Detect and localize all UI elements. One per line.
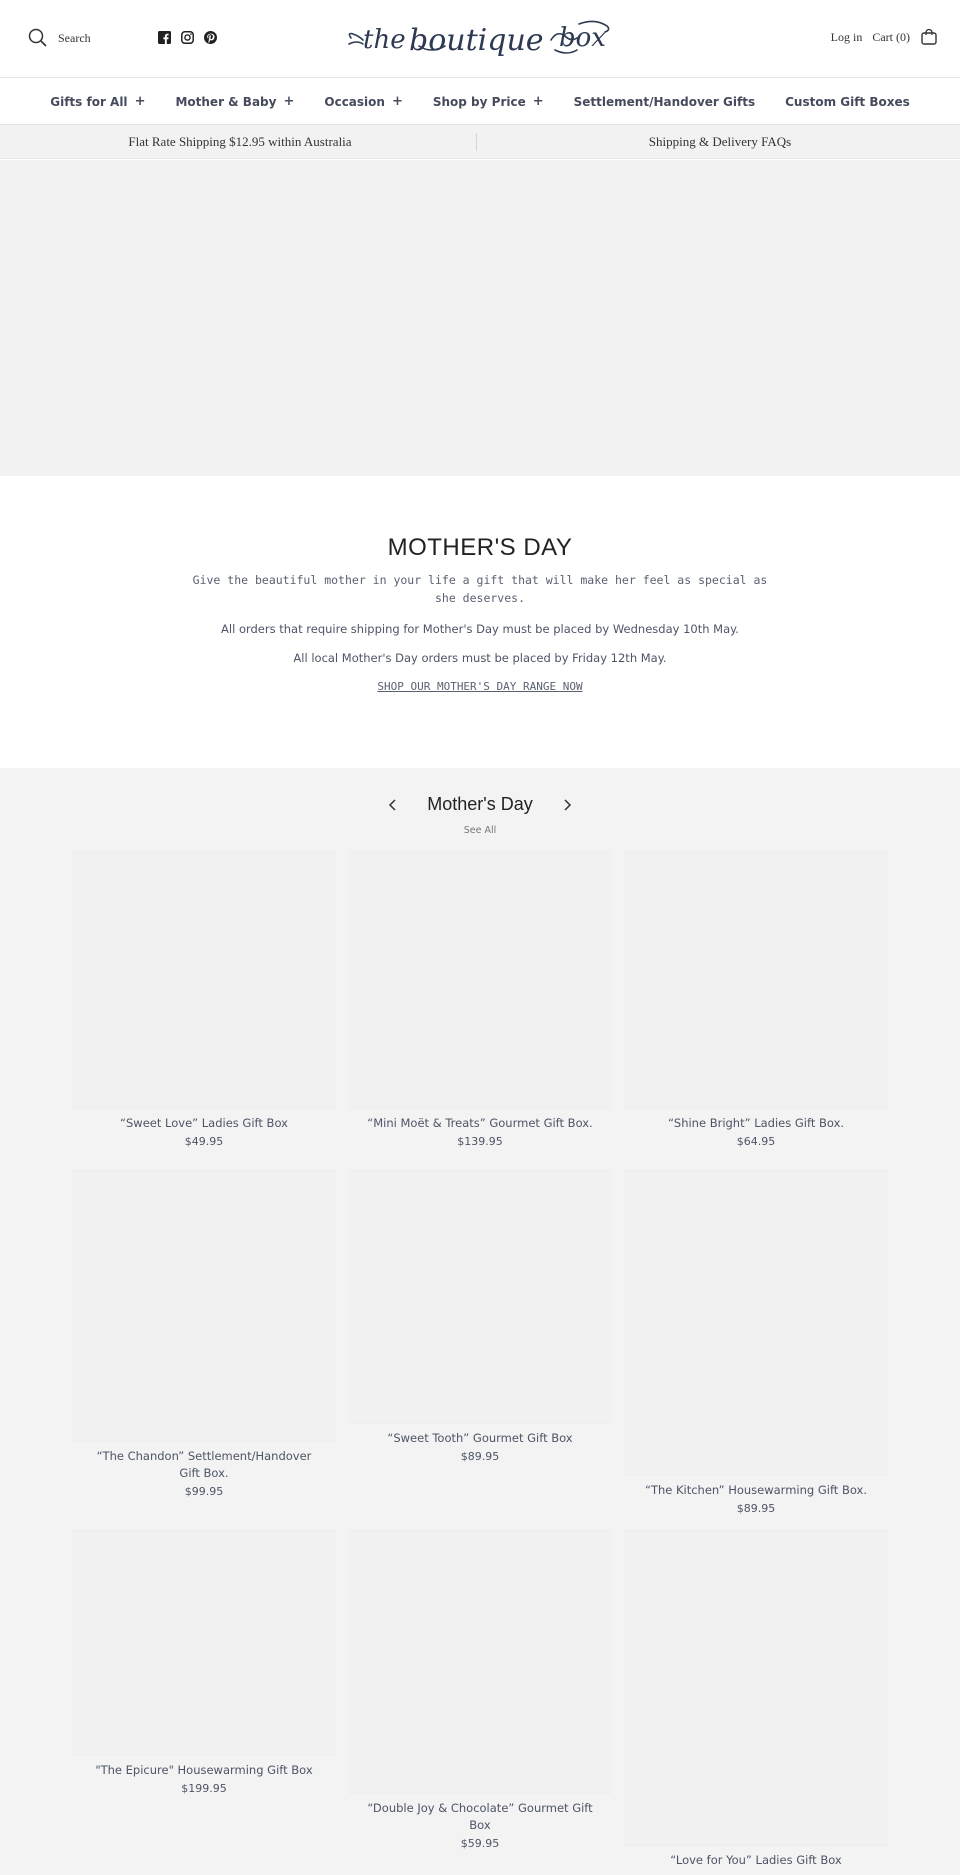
plus-icon: + (134, 94, 146, 109)
facebook-icon[interactable] (158, 31, 171, 44)
cart-link[interactable]: Cart (0) (872, 29, 910, 44)
product-price: $89.95 (460, 1450, 500, 1463)
promo-subtitle: Give the beautiful mother in your life a gift that will make her feel as special as she deserves. (192, 573, 768, 605)
search-icon (28, 28, 48, 48)
svg-text:boutique: boutique (409, 23, 544, 58)
announcement-divider (476, 133, 477, 151)
logo-text: the (363, 25, 406, 55)
nav-item-mother-and-baby[interactable] (175, 94, 294, 109)
shipping-faq-link[interactable]: Shipping & Delivery FAQs (648, 133, 792, 149)
shop-range-link[interactable]: SHOP OUR MOTHER'S DAY RANGE NOW (377, 680, 583, 693)
cart-icon[interactable] (920, 28, 938, 46)
svg-text:box: box (559, 23, 606, 53)
product-title[interactable]: “Sweet Love” Ladies Gift Box (120, 1116, 288, 1130)
product-title[interactable]: “Mini Moët & Treats” Gourmet Gift Box. (367, 1116, 593, 1130)
mothers-day-promo (0, 476, 960, 768)
product-image[interactable] (349, 1530, 611, 1794)
instagram-icon[interactable] (181, 31, 194, 44)
product-price: $89.95 (736, 1502, 776, 1515)
nav-item-label: Settlement/Handover Gifts (573, 94, 756, 109)
account-area (831, 28, 938, 46)
nav-item-settlement-handover-gifts[interactable] (574, 95, 755, 109)
brand-logo[interactable] (345, 10, 615, 66)
product-image[interactable] (625, 1530, 887, 1846)
product-card[interactable] (625, 1530, 887, 1872)
promo-local-deadline: All local Mother's Day orders must be placed by Friday 12th May. (293, 651, 667, 665)
nav-item-occasion[interactable] (324, 94, 402, 109)
login-link[interactable]: Log in (830, 29, 863, 44)
product-image[interactable] (349, 1170, 611, 1424)
site-header (0, 0, 960, 78)
plus-icon: + (532, 94, 544, 109)
pinterest-icon[interactable] (204, 31, 217, 44)
hero-banner[interactable] (0, 160, 960, 476)
product-image[interactable] (73, 1170, 335, 1442)
nav-item-label: Mother & Baby (175, 94, 277, 109)
product-price: $59.95 (460, 1837, 500, 1850)
product-image[interactable] (625, 1170, 887, 1476)
product-card[interactable] (625, 1170, 887, 1515)
product-card[interactable] (73, 851, 335, 1148)
nav-item-shop-by-price[interactable] (433, 94, 544, 109)
product-price: $99.95 (184, 1485, 224, 1498)
plus-icon: + (391, 94, 403, 109)
product-image[interactable] (625, 851, 887, 1109)
product-card[interactable] (73, 1530, 335, 1795)
product-image[interactable] (349, 851, 611, 1109)
product-title[interactable]: “Double Joy & Chocolate” Gourmet Gift Box (367, 1801, 593, 1832)
product-title[interactable]: “The Chandon” Settlement/Handover Gift Box. (96, 1449, 312, 1480)
product-title[interactable]: “Sweet Tooth” Gourmet Gift Box (387, 1431, 573, 1445)
search-trigger[interactable] (28, 28, 91, 48)
collection-title[interactable]: Mother's Day (427, 794, 533, 814)
product-price: $139.95 (457, 1135, 503, 1148)
see-all-link[interactable]: See All (463, 825, 497, 836)
product-card[interactable] (349, 851, 611, 1148)
product-title[interactable]: “Love for You” Ladies Gift Box (670, 1853, 842, 1867)
nav-item-label: Custom Gift Boxes (785, 94, 910, 109)
promo-title: MOTHER'S DAY (387, 534, 573, 561)
nav-item-label: Gifts for All (50, 94, 128, 109)
product-title[interactable]: “The Kitchen” Housewarming Gift Box. (644, 1483, 867, 1497)
nav-item-label: Shop by Price (432, 94, 526, 109)
nav-item-gifts-for-all[interactable] (50, 94, 145, 109)
promo-shipping-deadline: All orders that require shipping for Mother's Day must be placed by Wednesday 10th May. (221, 622, 739, 636)
chevron-right-icon[interactable] (560, 798, 574, 812)
product-card[interactable] (349, 1530, 611, 1850)
nav-item-label: Occasion (324, 94, 385, 109)
main-navigation (0, 79, 960, 125)
product-card[interactable] (625, 851, 887, 1148)
product-title[interactable]: “Shine Bright” Ladies Gift Box. (667, 1116, 845, 1130)
collection-section (0, 768, 960, 1875)
product-image[interactable] (73, 1530, 335, 1756)
product-card[interactable] (73, 1170, 335, 1498)
product-price: $49.95 (184, 1135, 224, 1148)
shipping-rate-link[interactable]: Flat Rate Shipping $12.95 within Australia (128, 133, 352, 149)
nav-item-custom-gift-boxes[interactable] (785, 95, 910, 109)
product-price: $199.95 (181, 1782, 227, 1795)
product-title[interactable]: "The Epicure" Housewarming Gift Box (95, 1763, 313, 1777)
plus-icon: + (283, 94, 295, 109)
product-price: $64.95 (736, 1135, 776, 1148)
search-label: Search (58, 30, 91, 45)
announcement-bar (0, 125, 960, 159)
product-card[interactable] (349, 1170, 611, 1463)
social-links (158, 31, 217, 44)
product-image[interactable] (73, 851, 335, 1109)
